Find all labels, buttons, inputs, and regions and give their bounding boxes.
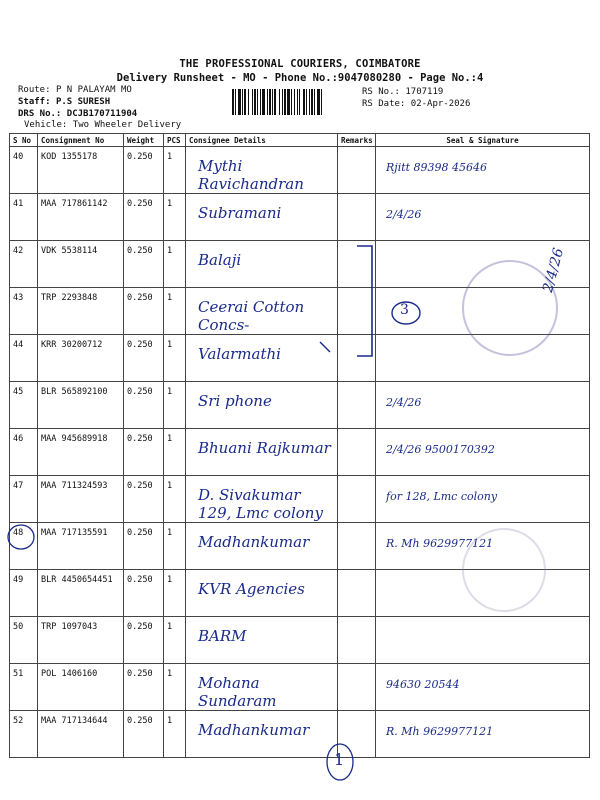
row-seal-signature-text: R. Mh 9629977121 — [386, 537, 494, 550]
row-seal-signature — [376, 147, 590, 194]
col-seal: Seal & Signature — [376, 134, 590, 147]
row-weight-text: 0.250 — [127, 246, 153, 256]
row-consignment-no-text: MAA 717134644 — [41, 716, 108, 726]
row-consignment-no-text: VDK 5538114 — [41, 246, 98, 256]
row-consignment-no-text: MAA 945689918 — [41, 434, 108, 444]
row-weight — [124, 664, 164, 711]
row-consignment-no — [38, 523, 124, 570]
row-pcs-text: 1 — [167, 575, 173, 585]
table-header-row — [10, 134, 590, 147]
row-sno-text: 43 — [13, 293, 24, 303]
page-mark: 1 — [334, 750, 345, 769]
table-row — [10, 194, 590, 241]
row-remarks — [338, 241, 376, 288]
row-consignee-text: Mythi Ravichandran — [198, 157, 304, 193]
row-consignee — [186, 617, 338, 664]
row-weight-text: 0.250 — [127, 716, 153, 726]
row-consignment-no — [38, 429, 124, 476]
row-consignee-text: Madhankumar — [198, 533, 310, 551]
row-consignee-text: Subramani — [198, 204, 282, 222]
row-pcs — [164, 429, 186, 476]
row-consignment-no — [38, 241, 124, 288]
row-seal-signature — [376, 382, 590, 429]
row-consignment-no — [38, 617, 124, 664]
row-seal-signature-text — [376, 617, 589, 631]
row-sno-text: 52 — [13, 716, 24, 726]
row-sno-text: 48 — [13, 528, 24, 538]
row-weight — [124, 194, 164, 241]
row-consignee-text: BARM — [198, 627, 247, 645]
row-weight — [124, 711, 164, 758]
row-consignee — [186, 241, 338, 288]
row-sno — [10, 570, 38, 617]
row-consignee-text: Mohana Sundaram — [198, 674, 277, 710]
row-consignee — [186, 429, 338, 476]
route-label: Route: — [18, 85, 51, 95]
row-weight-text: 0.250 — [127, 152, 153, 162]
row-sno-text: 40 — [13, 152, 24, 162]
row-sno-text: 41 — [13, 199, 24, 209]
row-weight-text: 0.250 — [127, 575, 153, 585]
bracket-count: 3 — [400, 302, 409, 318]
row-weight — [124, 382, 164, 429]
row-consignee-text: Balaji — [198, 251, 242, 269]
row-pcs — [164, 664, 186, 711]
col-sno: S No — [10, 134, 38, 147]
row-sno — [10, 335, 38, 382]
col-pcs: PCS — [164, 134, 186, 147]
row-seal-signature — [376, 476, 590, 523]
row-seal-signature-text: R. Mh 9629977121 — [386, 725, 494, 738]
row-seal-signature-text: Rjitt 89398 45646 — [386, 161, 488, 174]
row-sno — [10, 382, 38, 429]
row-weight — [124, 429, 164, 476]
row-sno-text: 45 — [13, 387, 24, 397]
rs-no-label: RS No.: — [362, 87, 400, 97]
runsheet-title: Delivery Runsheet - MO - Phone No.:9047080280 - Page No.:4 — [116, 72, 484, 84]
row-remarks — [338, 617, 376, 664]
table-row — [10, 711, 590, 758]
table-row — [10, 429, 590, 476]
staff-value: P.S SURESH — [55, 97, 111, 107]
row-sno — [10, 523, 38, 570]
row-weight-text: 0.250 — [127, 199, 153, 209]
row-weight — [124, 241, 164, 288]
row-pcs — [164, 335, 186, 382]
row-seal-signature — [376, 711, 590, 758]
row-weight-text: 0.250 — [127, 528, 153, 538]
row-weight — [124, 288, 164, 335]
row-sno — [10, 194, 38, 241]
row-weight — [124, 523, 164, 570]
drs-line — [18, 109, 137, 119]
row-consignment-no — [38, 711, 124, 758]
row-seal-signature-text: 94630 20544 — [386, 678, 460, 691]
row-consignment-no — [38, 335, 124, 382]
col-remarks: Remarks — [338, 134, 376, 147]
row-consignment-no — [38, 147, 124, 194]
row-consignee — [186, 382, 338, 429]
row-pcs — [164, 382, 186, 429]
row-sno — [10, 147, 38, 194]
row-consignee — [186, 476, 338, 523]
row-consignment-no — [38, 382, 124, 429]
row-sno-text: 44 — [13, 340, 24, 350]
row-sno-text: 46 — [13, 434, 24, 444]
row-remarks — [338, 664, 376, 711]
row-pcs-text: 1 — [167, 199, 173, 209]
row-remarks — [338, 288, 376, 335]
row-sno — [10, 429, 38, 476]
row-pcs-text: 1 — [167, 622, 173, 632]
row-sno-text: 50 — [13, 622, 24, 632]
row-pcs — [164, 570, 186, 617]
row-sno — [10, 617, 38, 664]
row-seal-signature — [376, 617, 590, 664]
col-consignment: Consignment No — [38, 134, 124, 147]
row-pcs — [164, 523, 186, 570]
row-pcs-text: 1 — [167, 528, 173, 538]
row-weight — [124, 147, 164, 194]
row-consignment-no-text: BLR 4450654451 — [41, 575, 113, 585]
row-weight-text: 0.250 — [127, 622, 153, 632]
row-remarks — [338, 570, 376, 617]
row-remarks — [338, 194, 376, 241]
row-sno-text: 51 — [13, 669, 24, 679]
company-title: THE PROFESSIONAL COURIERS, COIMBATORE — [179, 58, 421, 70]
row-pcs — [164, 476, 186, 523]
row-sno-text: 49 — [13, 575, 24, 585]
drs-value: DCJB170711904 — [66, 109, 138, 119]
table-row — [10, 617, 590, 664]
row-consignment-no — [38, 476, 124, 523]
row-seal-signature — [376, 429, 590, 476]
row-remarks — [338, 382, 376, 429]
row-consignee-text: Ceerai Cotton Concs- — [198, 298, 305, 334]
row-consignee-text: Madhankumar — [198, 721, 310, 739]
row-consignee — [186, 335, 338, 382]
row-consignee — [186, 147, 338, 194]
row-pcs-text: 1 — [167, 246, 173, 256]
row-consignment-no — [38, 570, 124, 617]
row-consignment-no-text: BLR 565892100 — [41, 387, 108, 397]
table-row — [10, 382, 590, 429]
drs-label: DRS No.: — [18, 109, 62, 119]
row-seal-signature-text: for 128, Lmc colony — [386, 490, 498, 503]
table-row — [10, 476, 590, 523]
row-consignee — [186, 194, 338, 241]
row-seal-signature-text: 2/4/26 — [386, 208, 422, 221]
row-consignment-no-text: MAA 717135591 — [41, 528, 108, 538]
row-weight-text: 0.250 — [127, 434, 153, 444]
rs-date-label: RS Date: — [362, 99, 406, 109]
row-sno — [10, 664, 38, 711]
row-consignee — [186, 711, 338, 758]
row-sno — [10, 288, 38, 335]
row-consignee-text: KVR Agencies — [198, 580, 305, 598]
row-weight-text: 0.250 — [127, 340, 153, 350]
row-weight-text: 0.250 — [127, 669, 153, 679]
row-pcs-text: 1 — [167, 152, 173, 162]
row-consignment-no — [38, 288, 124, 335]
row-pcs-text: 1 — [167, 481, 173, 491]
row-consignee — [186, 664, 338, 711]
row-weight — [124, 476, 164, 523]
row-consignment-no-text: TRP 1097043 — [41, 622, 98, 632]
col-consignee: Consignee Details — [186, 134, 338, 147]
side-date: 2/4/26 — [540, 246, 568, 295]
row-pcs-text: 1 — [167, 293, 173, 303]
row-seal-signature — [376, 664, 590, 711]
route-line — [18, 85, 132, 95]
row-consignee — [186, 570, 338, 617]
row-sno-text: 42 — [13, 246, 24, 256]
row-pcs — [164, 194, 186, 241]
row-consignment-no-text: POL 1406160 — [41, 669, 98, 679]
row-pcs-text: 1 — [167, 669, 173, 679]
row-remarks — [338, 147, 376, 194]
vehicle-line — [24, 120, 181, 130]
row-sno — [10, 711, 38, 758]
row-consignment-no-text: MAA 711324593 — [41, 481, 108, 491]
row-weight — [124, 617, 164, 664]
rs-date-value: 02-Apr-2026 — [410, 99, 471, 109]
row-remarks — [338, 335, 376, 382]
route-value: P N PALAYAM MO — [55, 85, 132, 95]
row-consignee-text: Sri phone — [198, 392, 272, 410]
row-sno-text: 47 — [13, 481, 24, 491]
row-consignment-no-text: KRR 30200712 — [41, 340, 103, 350]
staff-label: Staff: — [18, 97, 51, 107]
row-consignee — [186, 523, 338, 570]
row-consignee — [186, 288, 338, 335]
row-consignment-no — [38, 194, 124, 241]
col-weight: Weight — [124, 134, 164, 147]
row-seal-signature — [376, 194, 590, 241]
vehicle-label: Vehicle: — [24, 120, 68, 130]
table-row — [10, 664, 590, 711]
row-pcs — [164, 241, 186, 288]
row-pcs-text: 1 — [167, 387, 173, 397]
row-weight-text: 0.250 — [127, 293, 153, 303]
row-pcs — [164, 617, 186, 664]
vehicle-value: Two Wheeler Delivery — [72, 120, 182, 130]
row-weight — [124, 335, 164, 382]
row-pcs-text: 1 — [167, 716, 173, 726]
row-sno — [10, 476, 38, 523]
runsheet-table — [9, 133, 590, 758]
row-consignment-no-text: KOD 1355178 — [41, 152, 98, 162]
row-sno — [10, 241, 38, 288]
row-weight-text: 0.250 — [127, 481, 153, 491]
row-consignment-no-text: MAA 717861142 — [41, 199, 108, 209]
rs-no-line — [362, 87, 443, 97]
row-pcs — [164, 147, 186, 194]
row-consignment-no-text: TRP 2293848 — [41, 293, 98, 303]
row-consignee-text: Valarmathi — [198, 345, 281, 363]
row-pcs — [164, 711, 186, 758]
row-pcs — [164, 288, 186, 335]
rs-no-value: 1707119 — [405, 87, 444, 97]
row-weight — [124, 570, 164, 617]
row-consignee-text: D. Sivakumar 129, Lmc colony — [198, 486, 323, 522]
row-seal-signature-text: 2/4/26 9500170392 — [386, 443, 495, 456]
table-row — [10, 147, 590, 194]
row-pcs-text: 1 — [167, 434, 173, 444]
staff-line — [18, 97, 110, 107]
row-consignment-no — [38, 664, 124, 711]
row-remarks — [338, 476, 376, 523]
row-weight-text: 0.250 — [127, 387, 153, 397]
rs-date-line — [362, 99, 470, 109]
faded-stamp — [462, 528, 546, 612]
row-remarks — [338, 429, 376, 476]
barcode — [232, 89, 360, 115]
row-consignee-text: Bhuani Rajkumar — [198, 439, 331, 457]
row-remarks — [338, 523, 376, 570]
row-seal-signature-text: 2/4/26 — [386, 396, 422, 409]
row-pcs-text: 1 — [167, 340, 173, 350]
